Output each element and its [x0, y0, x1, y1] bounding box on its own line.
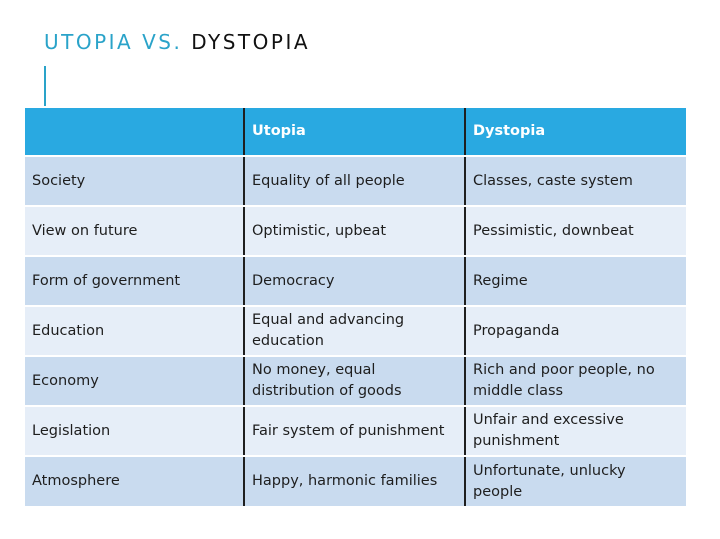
comparison-table	[25, 108, 686, 506]
row-topic: Atmosphere	[25, 456, 244, 506]
row-topic: Education	[25, 306, 244, 356]
slide-title	[44, 30, 310, 54]
table-row	[25, 206, 686, 256]
table-row	[25, 306, 686, 356]
row-dystopia-value: Classes, caste system	[465, 156, 686, 206]
row-topic: Form of government	[25, 256, 244, 306]
row-utopia-value: Democracy	[244, 256, 465, 306]
row-dystopia-value: Propaganda	[465, 306, 686, 356]
row-dystopia-value: Unfortunate, unlucky people	[465, 456, 686, 506]
row-topic: Legislation	[25, 406, 244, 456]
row-dystopia-value: Regime	[465, 256, 686, 306]
row-topic: Society	[25, 156, 244, 206]
row-utopia-value: Fair system of punishment	[244, 406, 465, 456]
row-dystopia-value: Pessimistic, downbeat	[465, 206, 686, 256]
table-row	[25, 256, 686, 306]
row-utopia-value: Happy, harmonic families	[244, 456, 465, 506]
row-dystopia-value: Rich and poor people, no middle class	[465, 356, 686, 406]
row-utopia-value: No money, equal distribution of goods	[244, 356, 465, 406]
row-utopia-value: Equality of all people	[244, 156, 465, 206]
row-utopia-value: Optimistic, upbeat	[244, 206, 465, 256]
table-row	[25, 406, 686, 456]
table-header-row	[25, 108, 686, 156]
row-topic: View on future	[25, 206, 244, 256]
table-row	[25, 356, 686, 406]
row-dystopia-value: Unfair and excessive punishment	[465, 406, 686, 456]
title-accent-bar	[44, 66, 46, 106]
header-cell-dystopia: Dystopia	[465, 108, 686, 156]
row-topic: Economy	[25, 356, 244, 406]
title-dystopia: DYSTOPIA	[191, 30, 311, 54]
table-row	[25, 456, 686, 506]
header-cell-utopia: Utopia	[244, 108, 465, 156]
title-utopia-vs: UTOPIA VS.	[44, 30, 183, 54]
table-row	[25, 156, 686, 206]
row-utopia-value: Equal and advancing education	[244, 306, 465, 356]
header-cell-topic	[25, 108, 244, 156]
